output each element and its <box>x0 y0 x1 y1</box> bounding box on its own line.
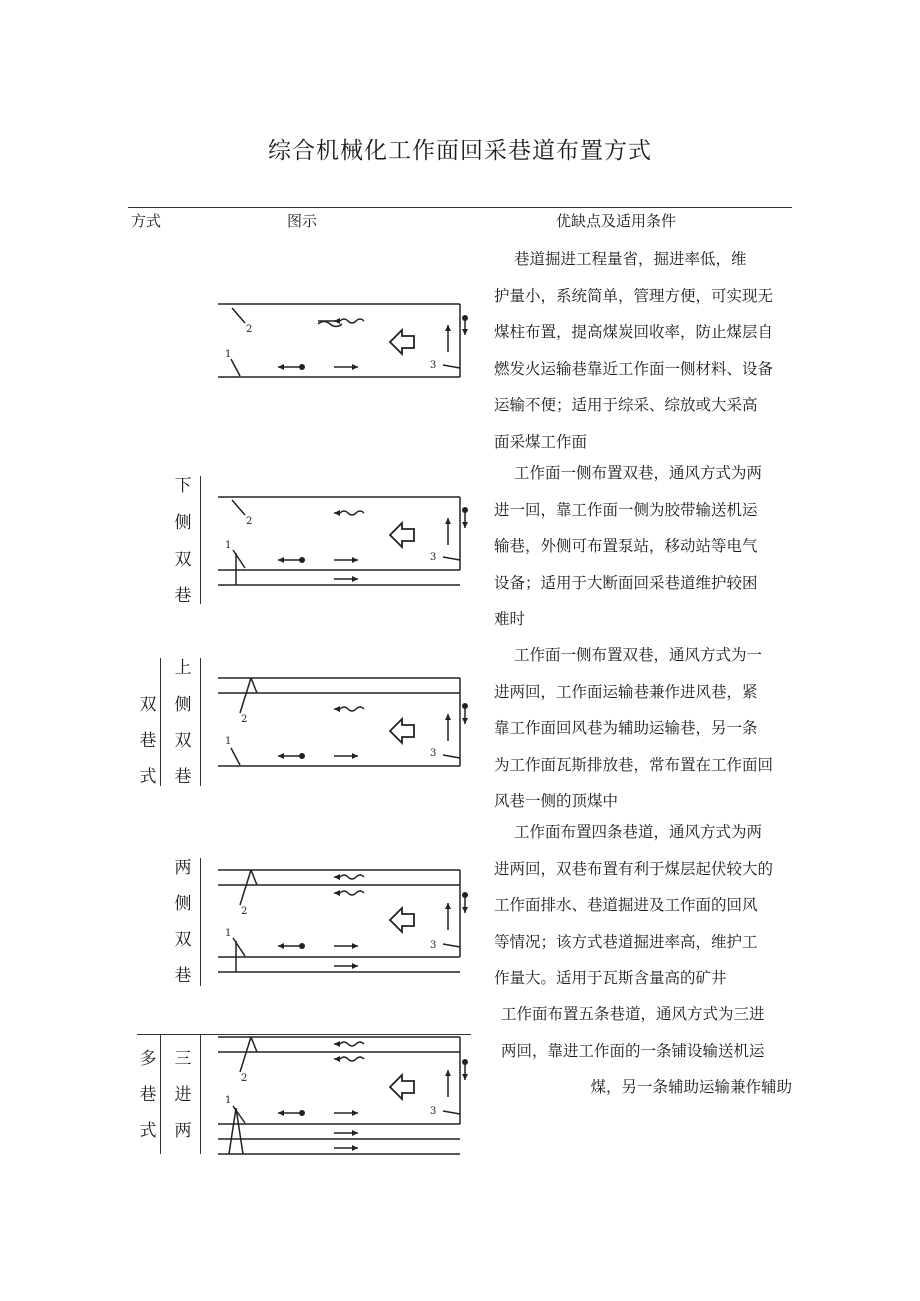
arrowhead <box>352 1110 358 1116</box>
roadway-line <box>443 557 460 560</box>
wavy-airflow-arrow <box>340 891 364 895</box>
dot <box>462 703 468 709</box>
arrowhead <box>278 557 284 563</box>
coal-dot <box>299 753 305 759</box>
arrowhead <box>278 753 284 759</box>
coal-dot <box>299 1110 305 1116</box>
face-advance-arrow <box>390 719 414 743</box>
group-label-multi-char-2: 巷 <box>139 1085 157 1105</box>
sublabel-row2-char-3: 双 <box>174 550 192 570</box>
row2-line-2: 进一回，靠工作面一侧为胶带输送机运 <box>494 500 758 519</box>
row5-line-2: 两回，靠进工作面的一条铺设输送机运 <box>501 1041 765 1060</box>
column-header-method: 方式 <box>131 212 162 230</box>
diagram-2-label-1: 1 <box>225 540 232 551</box>
face-advance-arrow <box>390 330 414 354</box>
roadway-line <box>233 550 245 568</box>
arrowhead <box>445 325 451 331</box>
roadway-line <box>443 755 460 758</box>
arrowhead <box>352 576 358 582</box>
diagram-4-label-2: 2 <box>241 906 248 917</box>
coal-dot <box>299 364 305 370</box>
row1-line-5: 运输不便；适用于综采、综放或大采高 <box>494 396 758 414</box>
diagram-3-label-1: 1 <box>225 736 232 747</box>
arrowhead <box>445 903 451 909</box>
column-header-conditions: 优缺点及适用条件 <box>556 212 677 230</box>
diagram-1-label-3: 3 <box>430 360 437 371</box>
arrowhead <box>445 518 451 524</box>
roadway-line <box>240 870 251 905</box>
row5-line-3: 煤，另一条辅助运输兼作辅助 <box>590 1078 792 1096</box>
diagram-3-label-2: 2 <box>241 714 248 725</box>
arrowhead <box>278 943 284 949</box>
wavy-airflow-arrow <box>340 319 364 323</box>
arrowhead <box>352 1130 358 1136</box>
diagram-4-label-3: 3 <box>430 940 437 951</box>
row1-line-2: 护量小，系统简单，管理方便，可实现无 <box>494 286 774 305</box>
roadway-line <box>251 1037 257 1052</box>
roadway-line <box>240 678 251 713</box>
group-label-double-char-3: 式 <box>139 767 157 787</box>
arrowhead <box>445 1070 451 1076</box>
roadway-line <box>240 1037 251 1072</box>
row1-line-4: 燃发火运输巷靠近工作面一侧材料、设备 <box>494 359 774 378</box>
group-label-multi-char-3: 式 <box>139 1121 157 1141</box>
face-advance-arrow <box>390 1075 414 1099</box>
dot <box>462 892 468 898</box>
wavy-airflow-arrow <box>340 707 364 711</box>
arrowhead <box>278 1110 284 1116</box>
row3-line-5: 风巷一侧的顶煤中 <box>494 792 619 810</box>
row2-line-3: 输巷，外侧可布置泵站，移动站等电气 <box>494 537 758 555</box>
dot <box>462 315 468 321</box>
row4-line-5: 作量大。适用于瓦斯含量高的矿井 <box>494 969 727 987</box>
arrowhead <box>352 963 358 969</box>
arrowhead <box>352 753 358 759</box>
sublabel-row3-char-4: 巷 <box>174 767 192 787</box>
arrowhead <box>462 329 468 335</box>
dot <box>462 1059 468 1065</box>
coal-dot <box>299 943 305 949</box>
arrowhead <box>352 557 358 563</box>
row3-line-3: 靠工作面回风巷为辅助运输巷，另一条 <box>494 719 758 737</box>
row3-line-1: 工作面一侧布置双巷，通风方式为一 <box>514 646 763 664</box>
dot <box>462 507 468 513</box>
arrowhead <box>352 943 358 949</box>
diagram-3-label-3: 3 <box>430 748 437 759</box>
roadway-line <box>251 870 257 885</box>
group-label-multi-char-1: 多 <box>139 1049 157 1069</box>
row4-line-3: 工作面排水、巷道掘进及工作面的回风 <box>494 896 758 914</box>
sublabel-row3-char-3: 双 <box>174 731 192 751</box>
sublabel-row4-char-1: 两 <box>174 858 192 878</box>
coal-dot <box>299 557 305 563</box>
diagram-1-label-1: 1 <box>225 349 232 360</box>
diagram-5-label-1: 1 <box>225 1095 232 1106</box>
sublabel-row2-char-4: 巷 <box>174 586 192 606</box>
arrowhead <box>462 1074 468 1080</box>
wavy-airflow-arrow <box>340 1057 364 1061</box>
sublabel-row3-char-2: 侧 <box>174 695 192 715</box>
wavy-airflow-arrow <box>340 1042 364 1046</box>
arrowhead <box>462 718 468 724</box>
roadway-line <box>443 944 460 947</box>
diagram-5-label-2: 2 <box>241 1073 248 1084</box>
roadway-line <box>251 678 257 693</box>
arrowhead <box>462 522 468 528</box>
row5-line-1: 工作面布置五条巷道，通风方式为三进 <box>501 1005 765 1023</box>
diagram-1 <box>218 304 460 377</box>
sublabel-row4-char-4: 巷 <box>174 966 192 986</box>
face-advance-arrow <box>390 908 414 932</box>
wavy-airflow-arrow <box>340 511 364 515</box>
diagram-5-label-3: 3 <box>430 1106 437 1117</box>
arrowhead <box>462 907 468 913</box>
row4-line-1: 工作面布置四条巷道，通风方式为两 <box>514 823 763 841</box>
row3-line-4: 为工作面瓦斯排放巷，常布置在工作面回 <box>494 755 774 774</box>
diagram-2-label-2: 2 <box>246 516 253 527</box>
row1-line-1: 巷道掘进工程量省，掘进率低，维 <box>514 250 747 268</box>
row1-line-6: 面采煤工作面 <box>494 432 588 451</box>
arrowhead <box>352 364 358 370</box>
sublabel-row5-char-2: 进 <box>174 1085 192 1105</box>
sublabel-row2-char-1: 下 <box>174 476 192 496</box>
roadway-line <box>443 1111 460 1114</box>
arrowhead <box>352 1145 358 1151</box>
column-header-diagram: 图示 <box>287 212 318 230</box>
arrowhead <box>445 714 451 720</box>
roadway-line <box>231 748 240 765</box>
sublabel-row5-char-3: 两 <box>174 1121 192 1141</box>
wavy-airflow-arrow <box>340 875 364 879</box>
row4-line-4: 等情况；该方式巷道掘进率高，维护工 <box>494 932 758 951</box>
row4-line-2: 进两回，双巷布置有利于煤层起伏较大的 <box>494 859 774 878</box>
roadway-line <box>232 500 245 515</box>
arrowhead <box>278 364 284 370</box>
group-label-double-char-1: 双 <box>139 695 157 715</box>
group-label-double-char-2: 巷 <box>139 731 157 751</box>
diagram-1-label-2: 2 <box>246 324 253 335</box>
page-title: 综合机械化工作面回采巷道布置方式 <box>268 138 652 164</box>
roadway-line <box>233 938 245 956</box>
sublabel-row4-char-3: 双 <box>174 930 192 950</box>
row1-line-3: 煤柱布置，提高煤炭回收率，防止煤层自 <box>494 323 774 341</box>
diagram-2-label-3: 3 <box>430 552 437 563</box>
row3-line-2: 进两回，工作面运输巷兼作进风巷，紧 <box>494 682 758 701</box>
sublabel-row2-char-2: 侧 <box>174 513 192 533</box>
sublabel-row3-char-1: 上 <box>174 658 192 678</box>
row2-line-5: 难时 <box>494 610 526 628</box>
sublabel-row5-char-1: 三 <box>174 1049 192 1069</box>
sublabel-row4-char-2: 侧 <box>174 894 192 914</box>
row2-line-4: 设备；适用于大断面回采巷道维护较困 <box>494 573 758 592</box>
roadway-line <box>229 1108 236 1154</box>
row2-line-1: 工作面一侧布置双巷，通风方式为两 <box>514 464 763 482</box>
face-advance-arrow <box>390 523 414 547</box>
diagram-4-label-1: 1 <box>225 928 232 939</box>
